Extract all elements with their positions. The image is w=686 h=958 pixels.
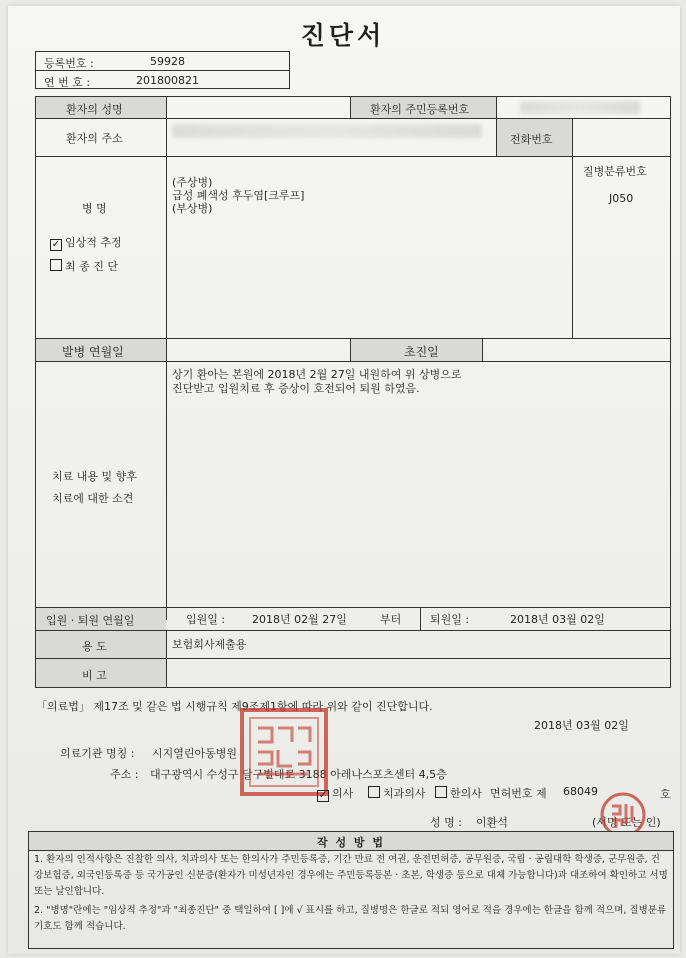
empty-box-icon[interactable] <box>50 259 62 271</box>
license-suffix: 호 <box>660 788 671 801</box>
patient-address-label: 환자의 주소 <box>66 132 123 145</box>
from-label: 부터 <box>380 613 402 626</box>
address-label: 주소 : <box>110 768 139 781</box>
hospital-label: 의료기관 명칭 : <box>60 747 135 760</box>
disease-code-label: 질병분류번호 <box>583 165 647 178</box>
clinical-estimate-option[interactable]: ✓ 임상적 추정 <box>51 236 122 250</box>
admission-dates-label: 입원 · 퇴원 연월일 <box>46 614 135 627</box>
dentist-type-option[interactable]: 치과의사 <box>368 785 426 801</box>
admit-date-label: 입원일 : <box>186 613 226 626</box>
treatment-text-line-2: 진단받고 입원치료 후 증상이 호전되어 퇴원 하였음. <box>172 382 420 395</box>
disease-code-value: J050 <box>609 192 634 205</box>
signer-label: 성 명 : <box>430 816 462 829</box>
instructions-title: 작 성 방 법 <box>317 836 385 849</box>
oriental-type-option[interactable]: 한의사 <box>435 785 482 801</box>
instruction-note-1: 1. 환자의 인적사항은 진찰한 의사, 치과의사 또는 한의사가 주민등록증, 기간 만료 전 여권, 운전면허증, 공무원증, 국립 · 공립대학 학생증, 군무원증, 건강보험증, 외국인등록증 등 국가공인 신분증(환자가 미성년자인 경우에는 주민등록등본 · 초본, 학생증 등으로 대체 가능합니다)과 대조하여 확인하고 서명 또는 날인합니다. <box>34 854 668 897</box>
doctor-type-option[interactable]: ✓ 의사 <box>318 787 354 801</box>
patient-rrn-label: 환자의 주민등록번호 <box>370 103 470 116</box>
hospital-address: 대구광역시 수성구 달구벌대로 3188 아레나스포츠센터 4,5층 <box>150 768 447 781</box>
admit-date-value: 2018년 02월 27일 <box>252 613 347 626</box>
sub-disease-header: (부상병) <box>172 202 213 215</box>
main-disease-header: (주상병) <box>172 176 213 189</box>
license-number: 68049 <box>563 785 598 798</box>
redacted-rrn <box>520 101 640 114</box>
serial-no-label: 연 번 호 : <box>44 76 91 89</box>
reg-no-value: 59928 <box>150 55 185 68</box>
signer-name: 이환석 <box>476 816 508 829</box>
serial-no-value: 201800821 <box>136 74 199 87</box>
empty-box-icon[interactable] <box>368 786 380 798</box>
empty-box-icon[interactable] <box>435 786 447 798</box>
first-visit-label: 초진일 <box>404 345 439 359</box>
purpose-value: 보험회사제출용 <box>172 638 247 651</box>
patient-name-label: 환자의 성명 <box>66 103 123 116</box>
checked-box-icon[interactable]: ✓ <box>51 239 61 250</box>
treatment-label-line-1: 치료 내용 및 향후 <box>52 470 137 483</box>
license-label: 면허번호 제 <box>490 787 547 800</box>
treatment-text-line-1: 상기 환아는 본원에 2018년 2월 27일 내원하여 위 상병으로 <box>172 368 462 381</box>
instruction-note-2: 2. "병명"란에는 "임상적 추정"과 "최종진단" 중 택일하여 [ ]에 √ 표시를 하고, 질병명은 한글로 적되 영어로 적을 경우에는 한글을 함께 적으며, 질병분류기호도 함께 적습니다. <box>34 905 667 932</box>
discharge-date-value: 2018년 03월 02일 <box>510 613 605 626</box>
reg-no-label: 등록번호 : <box>44 57 94 70</box>
checked-box-icon[interactable]: ✓ <box>318 790 328 801</box>
issue-date: 2018년 03월 02일 <box>534 719 629 732</box>
treatment-label-line-2: 치료에 대한 소견 <box>52 492 134 505</box>
document-title: 진단서 <box>300 21 386 50</box>
onset-date-label: 발병 연월일 <box>62 345 124 359</box>
phone-label: 전화번호 <box>510 133 553 146</box>
discharge-date-label: 퇴원일 : <box>430 613 470 626</box>
disease-label: 병 명 <box>82 202 107 215</box>
remarks-label: 비 고 <box>82 669 107 682</box>
final-diagnosis-option[interactable]: 최 종 진 단 <box>50 258 118 274</box>
purpose-label: 용 도 <box>82 640 107 653</box>
seal-placeholder: (서명 또는 인) <box>592 816 661 829</box>
hospital-name: 시지열린아동병원 <box>152 747 238 760</box>
redacted-address <box>172 124 482 138</box>
main-disease-name: 급성 폐색성 후두염[크루프] <box>172 189 305 202</box>
law-statement: 「의료법」 제17조 및 같은 법 시행규칙 제9조제1항에 따라 위와 같이 진단합니다. <box>36 700 433 713</box>
